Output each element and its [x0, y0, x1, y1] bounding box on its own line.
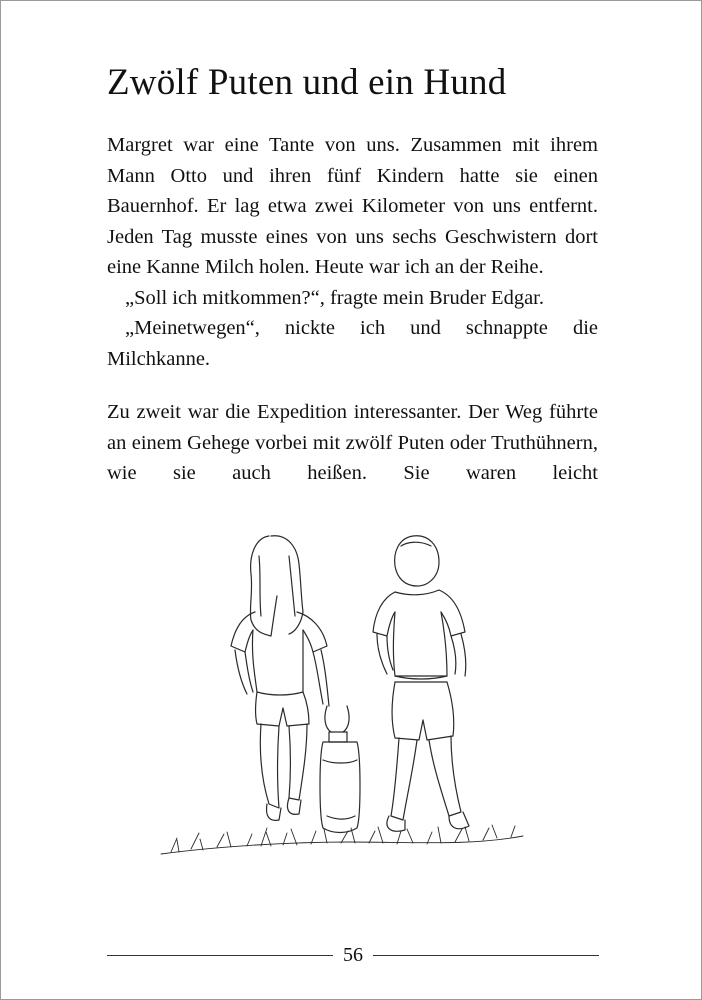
paragraph-dialogue: „Soll ich mitkommen?“, fragte mein Bruder Edgar. — [125, 286, 544, 309]
footer-rule-right — [373, 955, 599, 956]
girl-figure — [231, 536, 329, 821]
footer-rule-left — [107, 955, 333, 956]
page-number: 56 — [343, 944, 363, 966]
paragraph: Zu zweit war die Expedition interessanter. Der Weg führte an einem Gehege vorbei mit zwölf Puten oder Truthühnern, wie sie auch heißen. Sie waren leicht — [107, 401, 598, 484]
grass-drawing — [161, 825, 523, 854]
body-text-block — [107, 130, 598, 374]
children-walking-illustration — [151, 516, 531, 866]
boy-figure — [373, 536, 469, 831]
paragraph-dialogue: „Meinetwegen“, nickte ich und schnappte die Milchkanne. — [107, 317, 598, 370]
paragraph: Margret war eine Tante von uns. Zusammen mit ihrem Mann Otto und ihren fünf Kindern hatte sie einen Bauernhof. Er lag etwa zwei Kilometer von uns entfernt. Jeden Tag musste eines von uns sechs Geschwistern dort eine Kanne Milch holen. Heute war ich an der Reihe. — [107, 134, 598, 278]
chapter-title: Zwölf Puten und ein Hund — [107, 62, 507, 103]
body-text-block — [107, 397, 598, 489]
milk-can-drawing — [320, 706, 360, 833]
